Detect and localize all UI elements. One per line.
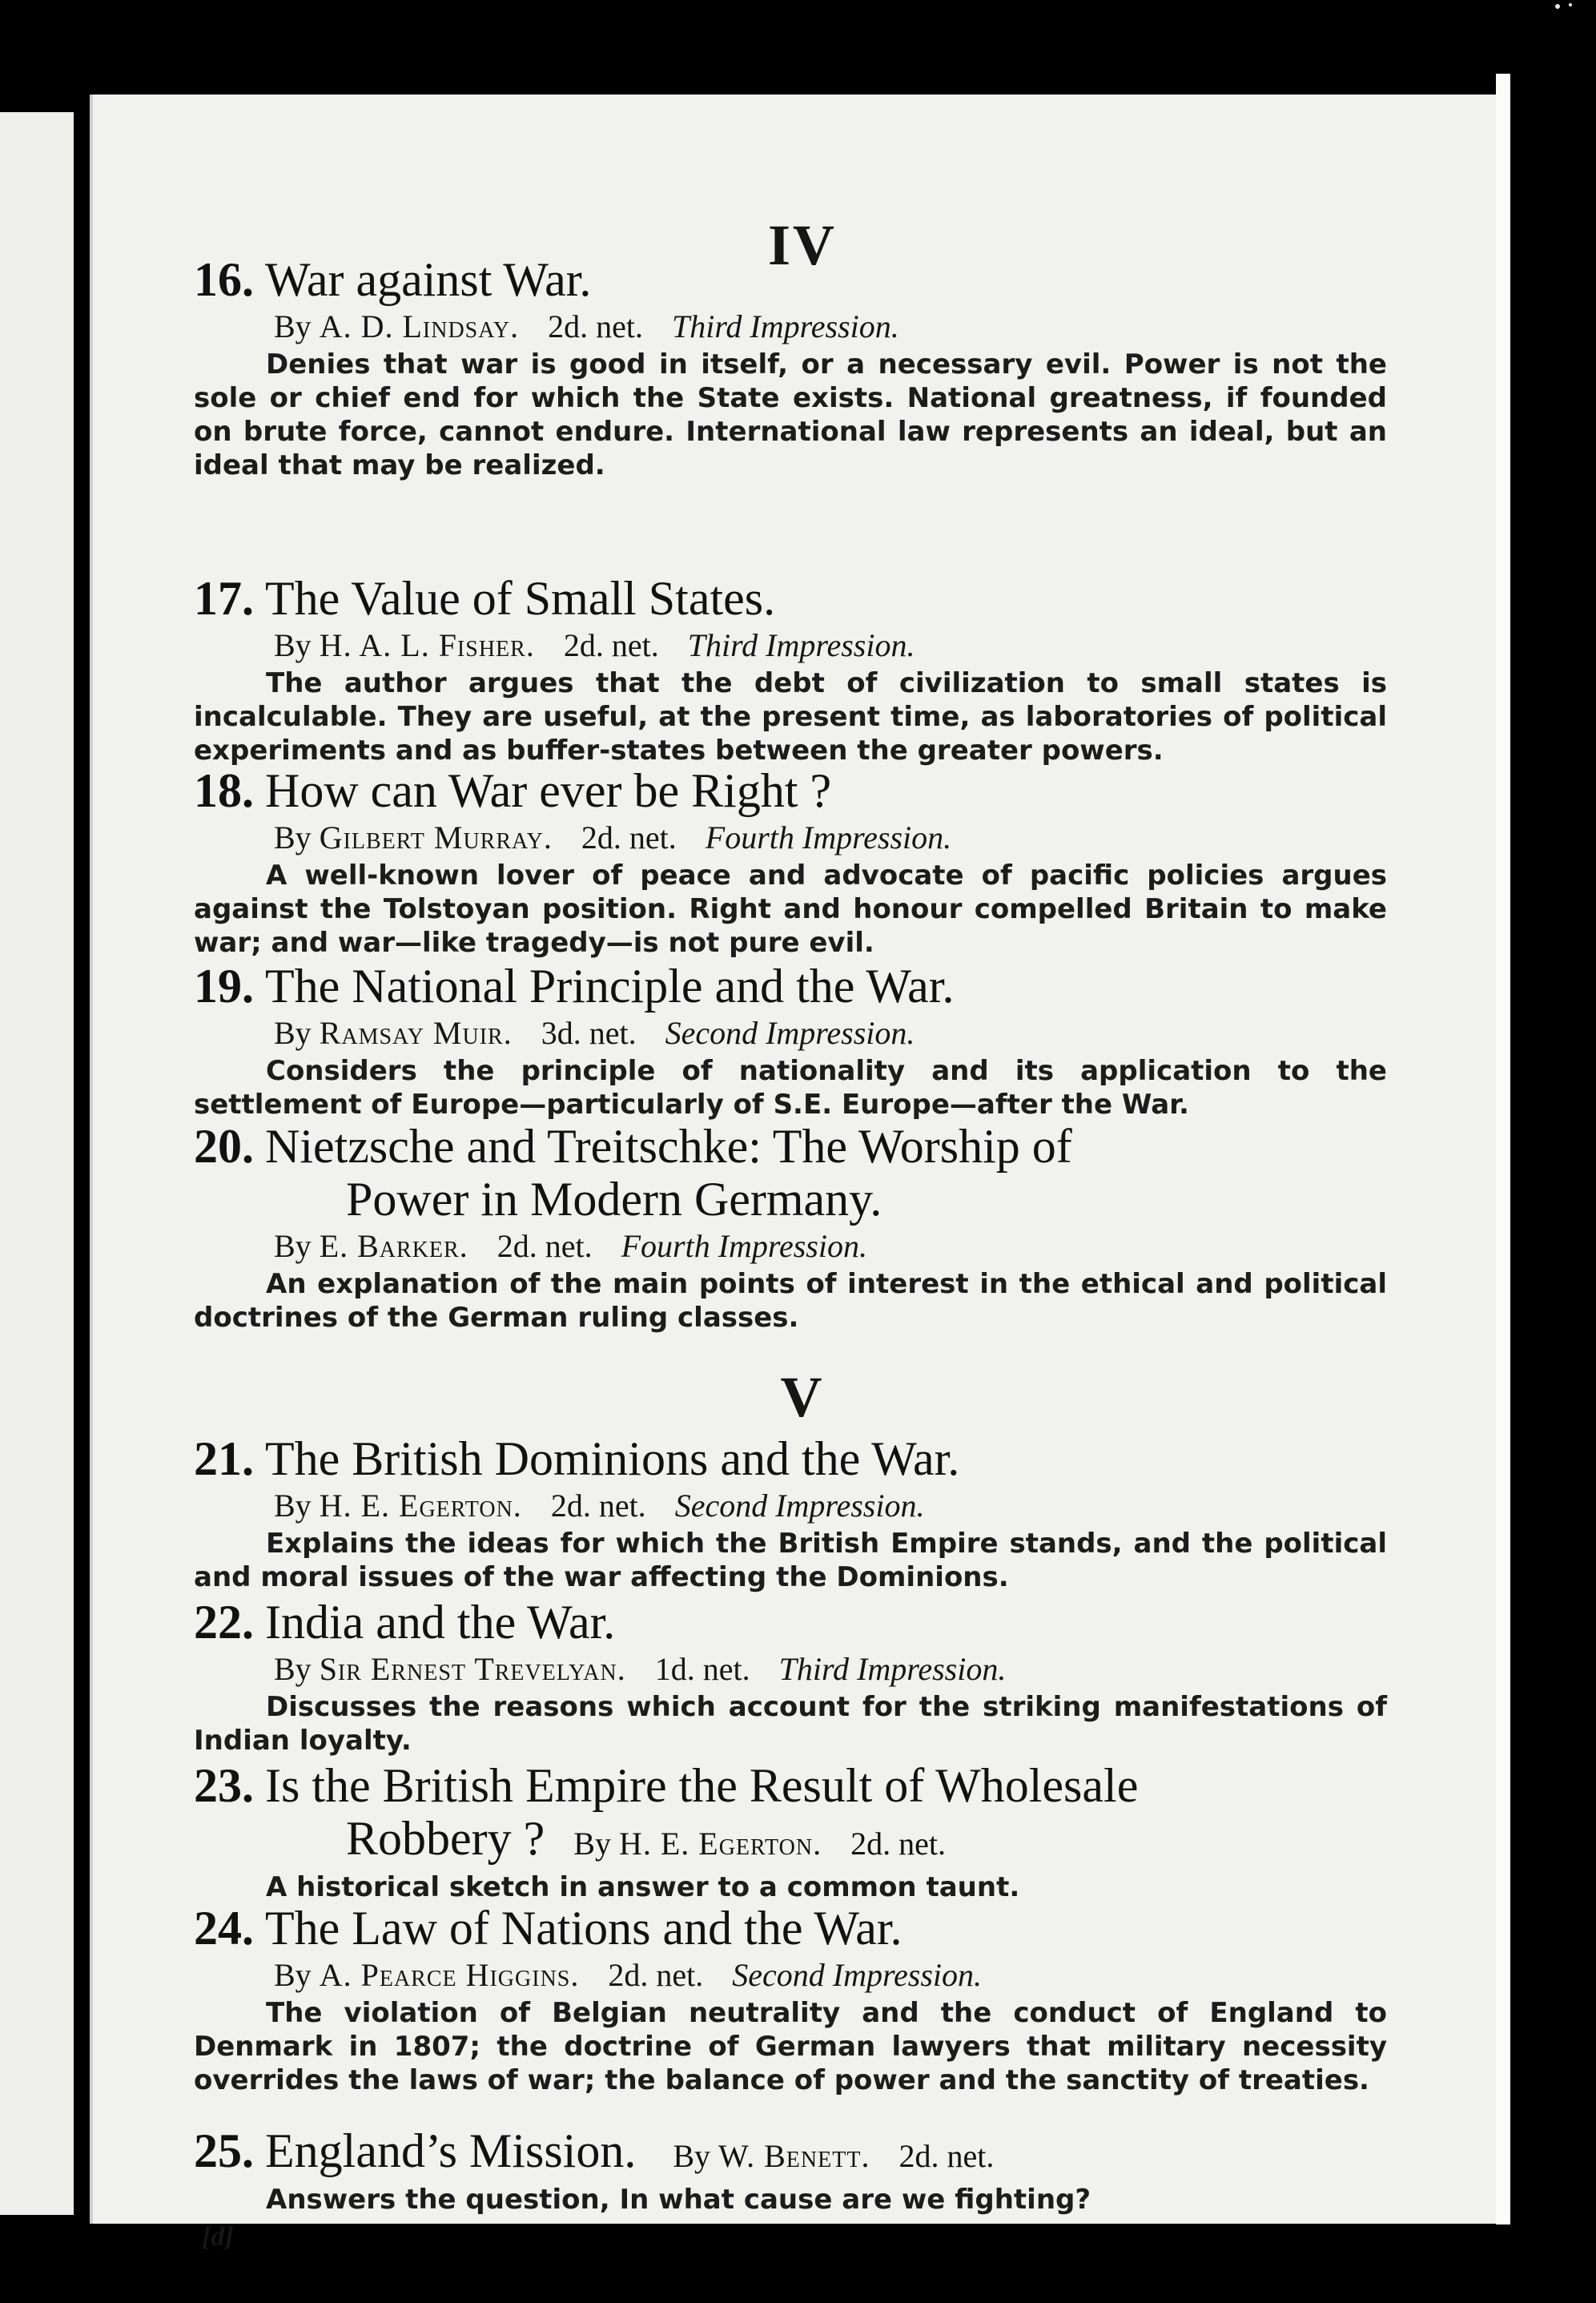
price: 2d. net. — [850, 1826, 946, 1862]
entry-22 — [194, 1596, 1395, 1757]
entry-24 — [194, 1902, 1395, 2097]
entry-title-text: The Law of Nations and the War. — [265, 1902, 903, 1955]
entry-19 — [194, 960, 1395, 1121]
book-page — [90, 95, 1496, 2252]
price: 2d. net. — [899, 2138, 995, 2174]
entry-title — [194, 572, 1395, 625]
facing-page-edge — [0, 112, 74, 2215]
entry-title-text: The Value of Small States. — [265, 572, 776, 625]
entry-number: 19. — [194, 960, 254, 1013]
entry-description: Discusses the reasons which account for the striking manifestations of Indian loyalty. — [194, 1691, 1387, 1757]
author: H. A. L. Fisher. — [319, 627, 535, 663]
entry-description: A well-known lover of peace and advocate of pacific policies argues against the Tolstoyan position. Right and honour compelled Britain to make war; and war—like tragedy—is not pure evil. — [194, 860, 1387, 959]
impression: Third Impression. — [778, 1651, 1007, 1687]
author: W. Benett. — [718, 2138, 870, 2174]
section-v — [194, 1365, 1395, 1429]
entry-number: 21. — [194, 1432, 254, 1485]
impression: Second Impression. — [732, 1957, 983, 1993]
impression: Fourth Impression. — [621, 1228, 867, 1264]
entry-21 — [194, 1432, 1395, 1594]
price: 2d. net. — [581, 819, 677, 856]
entry-title-text: The British Dominions and the War. — [265, 1432, 960, 1485]
by-label: By — [274, 1651, 312, 1687]
entry-title — [194, 1120, 1395, 1173]
entry-number: 24. — [194, 1902, 254, 1955]
author: Gilbert Murray. — [319, 819, 553, 856]
entry-title — [194, 960, 1395, 1013]
entry-description: Considers the principle of nationality and its application to the settlement of Europe—particularly of S.E. Europe—after the War. — [194, 1055, 1387, 1121]
signature-mark: [d] — [202, 2222, 234, 2252]
entry-25 — [194, 2124, 1395, 2253]
entry-title — [194, 1902, 1395, 1955]
entry-23 — [194, 1759, 1395, 1904]
entry-description: The violation of Belgian neutrality and the conduct of England to Denmark in 1807; the doctrine of German lawyers that military necessity overrides the laws of war; the balance of power and the sanctity of treaties. — [194, 1997, 1387, 2096]
price: 2d. net. — [563, 627, 659, 663]
entry-20 — [194, 1120, 1395, 1335]
entry-number: 16. — [194, 253, 254, 306]
impression: Second Impression. — [665, 1015, 915, 1051]
entry-title-continued — [194, 1812, 1395, 1870]
section-numeral: IV — [767, 213, 837, 277]
entry-title-text: Nietzsche and Treitschke: The Worship of — [265, 1120, 1072, 1173]
entry-title — [194, 1759, 1395, 1812]
entry-number: 17. — [194, 572, 254, 625]
by-label: By — [274, 1015, 312, 1051]
entry-description: Explains the ideas for which the British Empire stands, and the political and moral issues of the war affecting the Dominions. — [194, 1528, 1387, 1593]
price: 3d. net. — [541, 1015, 637, 1051]
entry-number: 25. — [194, 2124, 254, 2177]
entry-description: The author argues that the debt of civilization to small states is incalculable. They are useful, at the present time, as laboratories of political experiments and as buffer-states between the greater powers. — [194, 667, 1387, 767]
entry-byline — [194, 1013, 1395, 1054]
entry-number: 20. — [194, 1120, 254, 1173]
by-label: By — [274, 1957, 312, 1993]
entry-17 — [194, 572, 1395, 767]
entry-description: A historical sketch in answer to a common taunt. — [266, 1871, 1020, 1903]
entry-number: 22. — [194, 1596, 254, 1649]
entry-title — [194, 1432, 1395, 1485]
entry-title-text: The National Principle and the War. — [265, 960, 955, 1013]
entry-title — [194, 2124, 1395, 2183]
impression: Second Impression. — [674, 1488, 925, 1524]
entry-title-text: How can War ever be Right ? — [265, 764, 832, 817]
author: H. E. Egerton. — [618, 1826, 822, 1862]
entry-title-text: Is the British Empire the Result of Wholesale — [265, 1759, 1139, 1812]
by-label: By — [673, 2138, 711, 2174]
entry-title — [194, 253, 1395, 306]
entry-title-continued: Power in Modern Germany. — [346, 1173, 882, 1226]
entry-title-text: War against War. — [265, 253, 592, 306]
entry-number: 23. — [194, 1759, 254, 1812]
entry-title-text: England’s Mission. — [265, 2124, 637, 2177]
author: H. E. Egerton. — [319, 1488, 522, 1524]
entry-description: Answers the question, In what cause are we fighting? — [266, 2184, 1091, 2216]
price: 2d. net. — [608, 1957, 704, 1993]
by-label: By — [274, 308, 312, 344]
entry-title-text: India and the War. — [265, 1596, 616, 1649]
entry-description: Denies that war is good in itself, or a necessary evil. Power is not the sole or chief end for which the State exists. National greatness, if founded on brute force, cannot endure. International law represents an ideal, but an ideal that may be realized. — [194, 348, 1387, 481]
price: 2d. net. — [548, 308, 643, 344]
by-label: By — [573, 1826, 611, 1862]
author: Ramsay Muir. — [319, 1015, 513, 1051]
scan-speck-icon — [1550, 0, 1582, 16]
entry-byline — [194, 817, 1395, 859]
entry-byline — [194, 625, 1395, 666]
by-label: By — [274, 1228, 312, 1264]
by-label: By — [274, 819, 312, 856]
impression: Third Impression. — [671, 308, 899, 344]
entry-byline — [194, 1485, 1395, 1527]
impression: Fourth Impression. — [705, 819, 952, 856]
author: Sir Ernest Trevelyan. — [319, 1651, 626, 1687]
entry-title — [194, 1596, 1395, 1649]
entry-number: 18. — [194, 764, 254, 817]
entry-16 — [194, 253, 1395, 482]
entry-byline — [194, 306, 1395, 348]
entry-byline — [194, 1955, 1395, 1996]
entry-byline — [194, 1226, 1395, 1267]
section-numeral: V — [780, 1365, 825, 1429]
author: A. D. Lindsay. — [319, 308, 520, 344]
by-label: By — [274, 627, 312, 663]
entry-18 — [194, 764, 1395, 960]
entry-title — [194, 764, 1395, 817]
price: 1d. net. — [654, 1651, 750, 1687]
entry-byline — [194, 1649, 1395, 1690]
entry-description: An explanation of the main points of interest in the ethical and political doctrines of the German ruling classes. — [194, 1268, 1387, 1334]
by-label: By — [274, 1488, 312, 1524]
price: 2d. net. — [496, 1228, 593, 1264]
author: A. Pearce Higgins. — [319, 1957, 580, 1993]
impression: Third Impression. — [687, 627, 915, 663]
price: 2d. net. — [550, 1488, 646, 1524]
author: E. Barker. — [319, 1228, 468, 1264]
entry-title-continued-text: Robbery ? — [346, 1812, 545, 1865]
page-right-edge — [1496, 74, 1510, 2224]
